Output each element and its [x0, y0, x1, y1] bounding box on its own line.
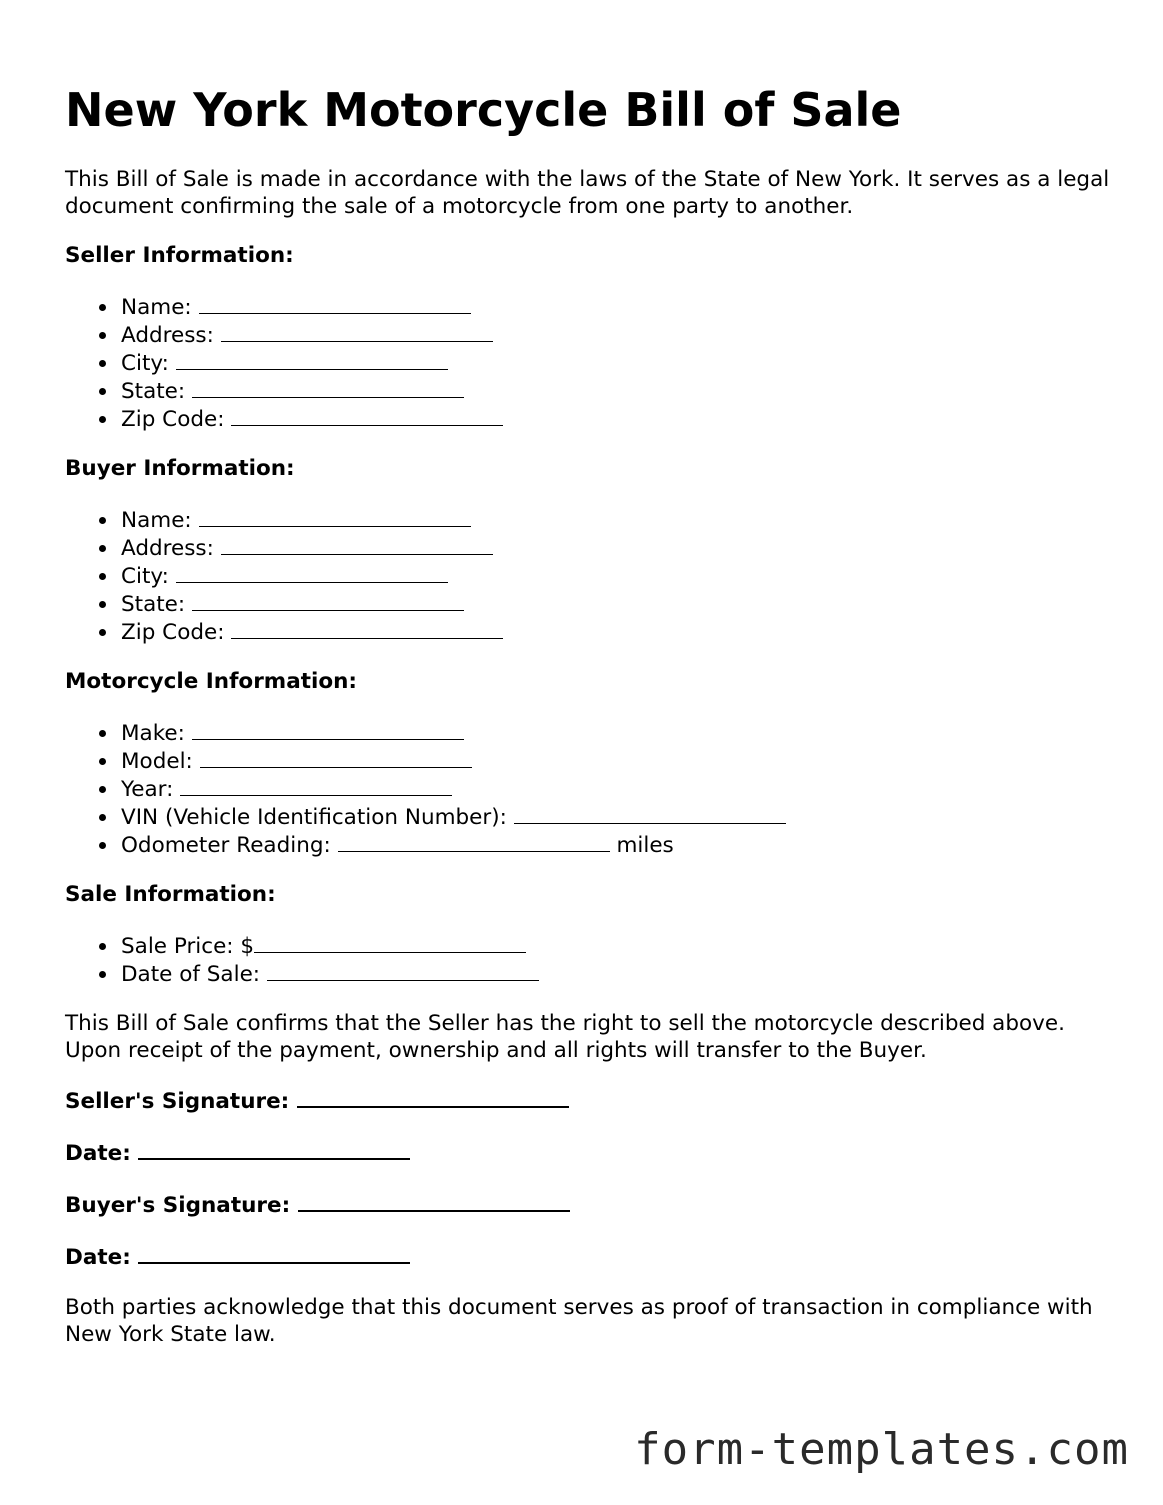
seller-zip-field: Zip Code: [121, 405, 1115, 433]
motorcycle-make-blank[interactable] [192, 719, 464, 740]
buyer-fields-list [65, 506, 1115, 646]
buyer-date-line: Date: [65, 1242, 1115, 1271]
sale-fields-list [65, 932, 1115, 988]
seller-city-field: City: [121, 349, 1115, 377]
motorcycle-year-field: Year: [121, 775, 1115, 803]
watermark-text: form-templates.com [634, 1424, 1129, 1475]
buyer-zip-blank[interactable] [231, 618, 503, 639]
motorcycle-heading: Motorcycle Information: [65, 669, 358, 694]
bill-of-sale-document [65, 80, 1115, 1370]
buyer-state-field: State: [121, 590, 1115, 618]
seller-address-blank[interactable] [221, 321, 493, 342]
motorcycle-fields-list [65, 719, 1115, 859]
sale-date-blank[interactable] [267, 960, 539, 981]
buyer-zip-field: Zip Code: [121, 618, 1115, 646]
seller-address-field: Address: [121, 321, 1115, 349]
motorcycle-model-field: Model: [121, 747, 1115, 775]
sale-price-field: Sale Price: $ [121, 932, 1115, 960]
sale-heading: Sale Information: [65, 882, 276, 907]
seller-state-field: State: [121, 377, 1115, 405]
buyer-name-blank[interactable] [199, 506, 471, 527]
motorcycle-year-blank[interactable] [180, 775, 452, 796]
motorcycle-make-field: Make: [121, 719, 1115, 747]
buyer-signature-line: Buyer's Signature: [65, 1190, 1115, 1219]
buyer-city-field: City: [121, 562, 1115, 590]
sale-date-field: Date of Sale: [121, 960, 1115, 988]
buyer-city-blank[interactable] [176, 562, 448, 583]
acknowledgement-paragraph: Both parties acknowledge that this document serves as proof of transaction in compliance with New York State law. [65, 1295, 1093, 1347]
page-title: New York Motorcycle Bill of Sale [65, 83, 902, 137]
confirmation-paragraph: This Bill of Sale confirms that the Seller has the right to sell the motorcycle described above. Upon receipt of the payment, ownership and all rights will transfer to the Buyer. [65, 1011, 1065, 1063]
seller-signature-blank[interactable] [297, 1086, 569, 1108]
buyer-heading: Buyer Information: [65, 456, 295, 481]
motorcycle-odometer-blank[interactable] [338, 831, 610, 852]
buyer-signature-blank[interactable] [298, 1190, 570, 1212]
intro-paragraph: This Bill of Sale is made in accordance with the laws of the State of New York. It serves as a legal document confirming the sale of a motorcycle from one party to another. [65, 167, 1110, 219]
seller-city-blank[interactable] [176, 349, 448, 370]
seller-name-blank[interactable] [199, 293, 471, 314]
buyer-address-blank[interactable] [221, 534, 493, 555]
motorcycle-odometer-field: Odometer Reading: miles [121, 831, 1115, 859]
buyer-state-blank[interactable] [192, 590, 464, 611]
seller-zip-blank[interactable] [231, 405, 503, 426]
seller-fields-list [65, 293, 1115, 433]
sale-price-blank[interactable] [254, 932, 526, 953]
buyer-date-blank[interactable] [138, 1242, 410, 1264]
motorcycle-model-blank[interactable] [200, 747, 472, 768]
seller-name-field: Name: [121, 293, 1115, 321]
seller-signature-line: Seller's Signature: [65, 1086, 1115, 1115]
seller-state-blank[interactable] [192, 377, 464, 398]
seller-heading: Seller Information: [65, 243, 294, 268]
buyer-name-field: Name: [121, 506, 1115, 534]
motorcycle-vin-blank[interactable] [514, 803, 786, 824]
seller-date-line: Date: [65, 1138, 1115, 1167]
buyer-address-field: Address: [121, 534, 1115, 562]
odometer-unit: miles [616, 833, 674, 858]
seller-date-blank[interactable] [138, 1138, 410, 1160]
motorcycle-vin-field: VIN (Vehicle Identification Number): [121, 803, 1115, 831]
